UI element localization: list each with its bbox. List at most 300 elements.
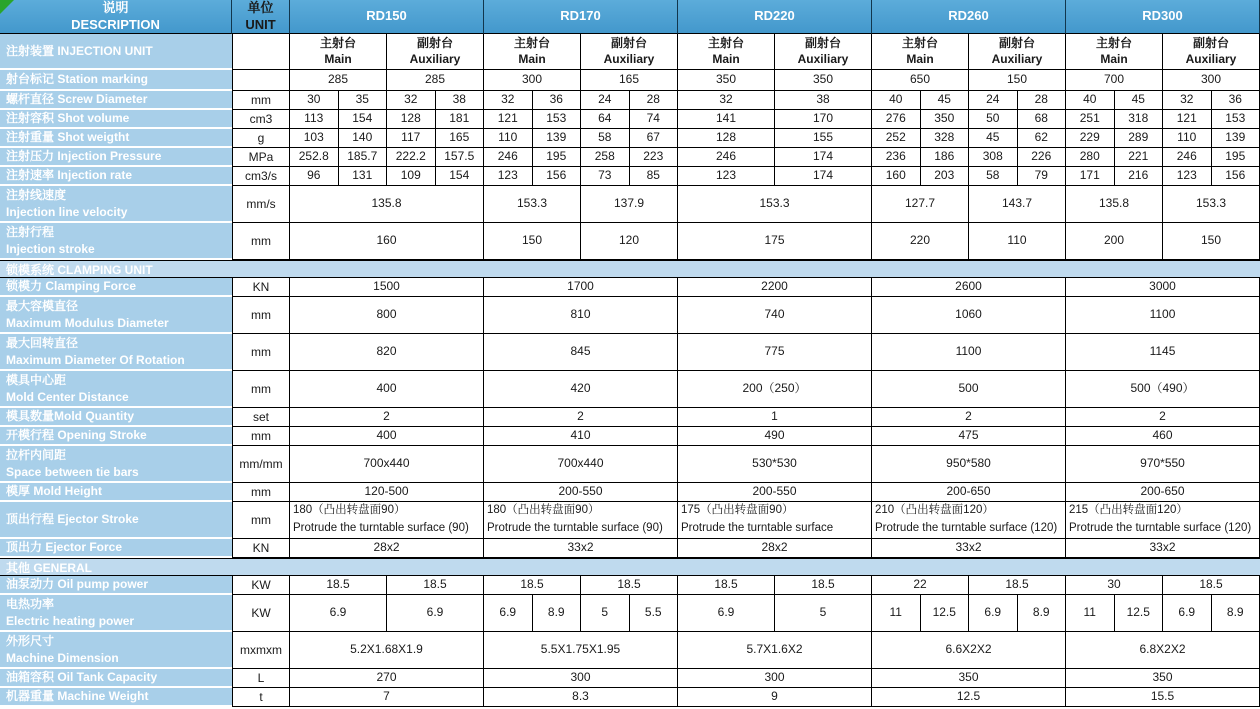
- cell-line: 200（250）: [742, 381, 807, 396]
- table-cell: [630, 167, 679, 186]
- table-cell: [1163, 70, 1260, 91]
- cell-line: 110: [498, 130, 518, 145]
- table-cell: [969, 576, 1066, 595]
- unit-column-header: [232, 0, 290, 34]
- cell-line: 246: [1176, 149, 1197, 164]
- cell-line: 副射台: [416, 35, 453, 50]
- cell-line: 285: [424, 72, 446, 87]
- cell-line: 2600: [955, 279, 982, 294]
- cell-line: Auxiliary: [991, 51, 1043, 66]
- cell-line: 67: [646, 130, 660, 145]
- row-label: [0, 186, 232, 223]
- unit-text: KW: [251, 606, 271, 620]
- cell-line: 800: [376, 307, 397, 322]
- cell-line: 700: [1103, 72, 1125, 87]
- table-cell: [1018, 110, 1067, 129]
- cell-line: 150: [1200, 233, 1222, 248]
- table-cell: [387, 110, 436, 129]
- cell-line: 最大回转直径: [6, 336, 79, 351]
- cell-line: 650: [909, 72, 931, 87]
- table-cell: [678, 91, 775, 110]
- cell-line: 276: [885, 111, 906, 126]
- cell-line: 模具数量Mold Quantity: [6, 409, 134, 424]
- table-cell: [339, 129, 388, 148]
- cell-line: 970*550: [1140, 456, 1185, 471]
- table-cell: [290, 167, 339, 186]
- table-cell: [678, 427, 872, 446]
- cell-line: 注射线速度: [6, 188, 67, 203]
- cell-line: 32: [404, 92, 418, 107]
- cell-line: 121: [1176, 111, 1197, 126]
- cell-line: 120-500: [364, 484, 409, 499]
- data-cells: [290, 167, 1260, 186]
- cell-line: 175: [764, 233, 785, 248]
- cell-line: 185.7: [347, 149, 378, 164]
- cell-line: Main: [712, 51, 740, 66]
- row-label: [0, 446, 232, 483]
- data-cells: [290, 427, 1260, 446]
- cell-line: 186: [934, 149, 955, 164]
- row-label: [0, 110, 232, 129]
- unit-text: mm: [251, 234, 271, 248]
- table-cell: [290, 70, 387, 91]
- table-row: [0, 334, 1260, 371]
- cell-line: 153.3: [516, 196, 548, 211]
- table-cell: [1066, 669, 1260, 688]
- table-row: [0, 539, 1260, 558]
- table-row: [0, 110, 1260, 129]
- table-cell: [1115, 129, 1164, 148]
- unit-text: g: [257, 131, 265, 145]
- table-cell: [872, 427, 1066, 446]
- table-cell: [581, 91, 630, 110]
- cell-line: 222.2: [395, 149, 426, 164]
- data-cells: [290, 91, 1260, 110]
- table-cell: [775, 129, 872, 148]
- cell-line: 33x2: [955, 540, 982, 555]
- cell-line: 58: [598, 130, 612, 145]
- table-cell: [436, 148, 485, 167]
- table-cell: [678, 371, 872, 408]
- column-header-rd300: RD300: [1066, 0, 1260, 34]
- table-cell: [775, 148, 872, 167]
- cell-line: 8.9: [1032, 605, 1050, 620]
- table-cell: [678, 595, 775, 632]
- cell-line: 530*530: [752, 456, 797, 471]
- cell-line: 700x440: [363, 456, 410, 471]
- unit-cell: [232, 334, 290, 371]
- cell-line: 236: [885, 149, 906, 164]
- cell-line: Auxiliary: [1185, 51, 1237, 66]
- table-cell: [581, 34, 678, 70]
- cell-line: 270: [376, 670, 397, 685]
- cell-line: 主射台: [1095, 35, 1132, 50]
- cell-line: 6.9: [426, 605, 444, 620]
- cell-line: 45: [986, 130, 1000, 145]
- data-cells: [290, 70, 1260, 91]
- table-cell: [872, 34, 969, 70]
- table-cell: [678, 129, 775, 148]
- cell-line: 18.5: [423, 577, 447, 592]
- cell-line: 38: [816, 92, 830, 107]
- cell-line: Protrude the turntable surface (90): [487, 522, 663, 534]
- table-cell: [872, 408, 1066, 427]
- cell-line: 3000: [1149, 279, 1176, 294]
- cell-line: 139: [1225, 130, 1246, 145]
- cell-line: 221: [1128, 149, 1149, 164]
- table-cell: [1066, 91, 1115, 110]
- cell-line: 246: [715, 149, 737, 164]
- cell-line: 110: [1177, 130, 1197, 145]
- table-cell: [678, 148, 775, 167]
- table-cell: [484, 110, 533, 129]
- table-cell: [630, 110, 679, 129]
- row-label: [0, 129, 232, 148]
- table-cell: [1115, 91, 1164, 110]
- table-cell: [1066, 483, 1260, 502]
- table-cell: [1212, 148, 1260, 167]
- table-cell: [1066, 408, 1260, 427]
- table-cell: [484, 129, 533, 148]
- data-cells: [290, 446, 1260, 483]
- cell-line: 5: [819, 605, 827, 620]
- table-cell: [1115, 167, 1164, 186]
- table-cell: [484, 148, 533, 167]
- cell-line: 258: [594, 149, 615, 164]
- table-row: [0, 595, 1260, 632]
- table-cell: [387, 129, 436, 148]
- cell-line: 注射行程: [6, 225, 55, 240]
- cell-line: 150: [1006, 72, 1028, 87]
- cell-line: 单位: [247, 0, 274, 16]
- cell-line: 150: [521, 233, 543, 248]
- table-cell: [533, 110, 582, 129]
- table-row: [0, 408, 1260, 427]
- table-cell: [484, 595, 533, 632]
- table-cell: [436, 110, 485, 129]
- cell-line: Electric heating power: [6, 613, 135, 628]
- table-cell: [872, 186, 969, 223]
- unit-cell: [232, 110, 290, 129]
- table-cell: [969, 595, 1018, 632]
- table-cell: [678, 223, 872, 260]
- table-cell: [290, 539, 484, 558]
- table-cell: [1115, 110, 1164, 129]
- cell-line: 350: [715, 72, 737, 87]
- cell-line: 2: [577, 409, 584, 424]
- section-header-row: [0, 558, 1260, 576]
- cell-line: 顶出行程 Ejector Stroke: [6, 512, 139, 527]
- cell-line: 油泵动力 Oil pump power: [6, 577, 149, 592]
- cell-line: 62: [1034, 130, 1048, 145]
- cell-line: 12.5: [1126, 605, 1150, 620]
- unit-cell: [232, 148, 290, 167]
- table-cell: [678, 669, 872, 688]
- cell-line: 137.9: [613, 196, 645, 211]
- cell-line: 300: [521, 72, 543, 87]
- table-cell: [484, 632, 678, 669]
- cell-line: 33x2: [1149, 540, 1176, 555]
- cell-line: 175（凸出转盘面90）: [681, 504, 794, 517]
- table-cell: [1066, 186, 1163, 223]
- cell-line: 216: [1128, 168, 1149, 183]
- cell-line: 2: [1159, 409, 1166, 424]
- cell-line: 215（凸出转盘面120）: [1069, 504, 1188, 517]
- cell-line: 40: [1083, 92, 1097, 107]
- cell-line: 121: [497, 111, 518, 126]
- table-cell: [581, 595, 630, 632]
- table-cell: [678, 334, 872, 371]
- table-cell: [290, 34, 387, 70]
- table-cell: [581, 223, 678, 260]
- table-cell: [290, 186, 484, 223]
- table-cell: [775, 34, 872, 70]
- unit-cell: [232, 427, 290, 446]
- table-cell: [678, 539, 872, 558]
- description-column-header: [0, 0, 232, 34]
- table-cell: [533, 595, 582, 632]
- row-label: [0, 297, 232, 334]
- table-cell: [290, 371, 484, 408]
- table-cell: [290, 129, 339, 148]
- data-cells: [290, 539, 1260, 558]
- cell-line: 289: [1128, 130, 1149, 145]
- cell-line: 30: [1107, 577, 1121, 592]
- cell-line: 36: [1228, 92, 1242, 107]
- table-cell: [1066, 446, 1260, 483]
- cell-line: 500（490）: [1130, 381, 1195, 396]
- table-cell: [872, 632, 1066, 669]
- table-cell: [581, 148, 630, 167]
- table-cell: [969, 186, 1066, 223]
- cell-line: 8.9: [1226, 605, 1244, 620]
- table-cell: [678, 408, 872, 427]
- cell-line: 8.9: [547, 605, 565, 620]
- cell-line: 6.6X2X2: [945, 642, 992, 657]
- cell-line: 220: [909, 233, 931, 248]
- table-row: [0, 91, 1260, 110]
- cell-line: 820: [376, 344, 397, 359]
- cell-line: 注射重量 Shot weigtht: [6, 130, 130, 145]
- cell-line: Main: [518, 51, 546, 66]
- table-cell: [872, 129, 921, 148]
- cell-line: Main: [1100, 51, 1128, 66]
- cell-line: 33x2: [567, 540, 594, 555]
- cell-line: 139: [546, 130, 567, 145]
- table-cell: [1018, 129, 1067, 148]
- cell-line: 285: [327, 72, 349, 87]
- table-cell: [775, 576, 872, 595]
- data-cells: [290, 129, 1260, 148]
- cell-line: 128: [715, 130, 737, 145]
- row-label: [0, 688, 232, 707]
- cell-line: 400: [376, 428, 397, 443]
- cell-line: 200: [1103, 233, 1125, 248]
- cell-line: 主射台: [901, 35, 938, 50]
- row-label: [0, 595, 232, 632]
- cell-line: 1060: [955, 307, 982, 322]
- cell-line: 18.5: [520, 577, 544, 592]
- cell-line: 注射速率 Injection rate: [6, 168, 133, 183]
- cell-line: 主射台: [319, 35, 356, 50]
- cell-line: 160: [376, 233, 397, 248]
- cell-line: 174: [812, 149, 834, 164]
- row-label: [0, 502, 232, 539]
- cell-line: 6.9: [717, 605, 735, 620]
- table-cell: [1115, 148, 1164, 167]
- row-label: [0, 167, 232, 186]
- cell-line: 203: [934, 168, 955, 183]
- cell-line: 171: [1079, 168, 1100, 183]
- cell-line: 15.5: [1150, 689, 1175, 704]
- data-cells: [290, 223, 1260, 260]
- cell-line: 252.8: [298, 149, 329, 164]
- cell-line: 200-550: [752, 484, 797, 499]
- unit-text: MPa: [248, 150, 274, 164]
- row-label: [0, 483, 232, 502]
- table-cell: [969, 91, 1018, 110]
- cell-line: 123: [715, 168, 737, 183]
- cell-line: 131: [352, 168, 373, 183]
- table-cell: [1115, 595, 1164, 632]
- cell-line: 165: [449, 130, 470, 145]
- cell-line: 85: [646, 168, 660, 183]
- unit-text: mm: [251, 485, 271, 499]
- data-cells: [290, 186, 1260, 223]
- table-cell: [872, 110, 921, 129]
- cell-line: 110: [1007, 233, 1027, 248]
- table-cell: [1066, 576, 1163, 595]
- cell-line: 96: [307, 168, 321, 183]
- table-row: [0, 502, 1260, 539]
- cell-line: 9: [771, 689, 778, 704]
- cell-line: 1100: [955, 344, 982, 359]
- unit-text: mm: [251, 308, 271, 322]
- table-cell: [872, 278, 1066, 297]
- table-cell: [290, 688, 484, 707]
- table-cell: [290, 669, 484, 688]
- cell-line: 18.5: [1199, 577, 1223, 592]
- row-label: [0, 148, 232, 167]
- table-cell: [436, 91, 485, 110]
- table-cell: [678, 502, 872, 539]
- table-cell: [1066, 148, 1115, 167]
- row-label: [0, 223, 232, 260]
- table-cell: [387, 576, 484, 595]
- cell-line: Protrude the turntable surface (90): [293, 522, 469, 534]
- cell-line: 123: [497, 168, 518, 183]
- unit-text: mm: [251, 93, 271, 107]
- unit-cell: [232, 576, 290, 595]
- table-cell: [872, 446, 1066, 483]
- table-cell: [872, 688, 1066, 707]
- cell-line: 120: [618, 233, 640, 248]
- cell-line: 280: [1079, 149, 1100, 164]
- table-cell: [1066, 167, 1115, 186]
- cell-line: 1: [771, 409, 778, 424]
- cell-line: 156: [1225, 168, 1246, 183]
- unit-cell: [232, 688, 290, 707]
- cell-line: 460: [1152, 428, 1173, 443]
- data-cells: [290, 278, 1260, 297]
- table-cell: [872, 223, 969, 260]
- table-cell: [484, 334, 678, 371]
- cell-line: 350: [934, 111, 955, 126]
- table-cell: [581, 167, 630, 186]
- data-cells: [290, 334, 1260, 371]
- cell-line: 165: [618, 72, 640, 87]
- table-cell: [387, 34, 484, 70]
- data-cells: [290, 297, 1260, 334]
- cell-line: 11: [889, 605, 902, 620]
- table-cell: [1163, 576, 1260, 595]
- data-cells: [290, 148, 1260, 167]
- unit-cell: [232, 70, 290, 91]
- cell-line: 1145: [1149, 344, 1176, 359]
- table-cell: [1163, 110, 1212, 129]
- cell-line: 200-650: [946, 484, 991, 499]
- cell-line: 18.5: [714, 577, 738, 592]
- cell-line: 200-650: [1140, 484, 1185, 499]
- unit-cell: [232, 502, 290, 539]
- unit-text: mm: [251, 513, 271, 527]
- cell-line: Space between tie bars: [6, 464, 139, 479]
- cell-line: 154: [449, 168, 470, 183]
- cell-line: Mold Center Distance: [6, 389, 129, 404]
- table-cell: [1163, 595, 1212, 632]
- cell-line: 32: [719, 92, 733, 107]
- cell-line: 18.5: [1005, 577, 1029, 592]
- cell-line: 135.8: [371, 196, 402, 211]
- data-cells: [290, 371, 1260, 408]
- table-cell: [581, 186, 678, 223]
- section-header-row: [0, 260, 1260, 278]
- unit-cell: [232, 223, 290, 260]
- cell-line: 155: [812, 130, 834, 145]
- cell-line: 1100: [1149, 307, 1176, 322]
- cell-line: 810: [570, 307, 591, 322]
- cell-line: 5.2X1.68X1.9: [350, 642, 423, 657]
- data-cells: [290, 483, 1260, 502]
- cell-line: 300: [1200, 72, 1222, 87]
- cell-line: 拉杆内间距: [6, 448, 67, 463]
- table-cell: [290, 408, 484, 427]
- cell-line: 79: [1034, 168, 1048, 183]
- cell-line: 246: [497, 149, 518, 164]
- unit-cell: [232, 186, 290, 223]
- cell-line: 5.5X1.75X1.95: [540, 642, 621, 657]
- cell-line: 117: [401, 130, 421, 145]
- table-cell: [290, 297, 484, 334]
- unit-text: mm: [251, 429, 271, 443]
- table-cell: [1066, 223, 1163, 260]
- cell-line: 308: [982, 149, 1003, 164]
- unit-cell: [232, 297, 290, 334]
- cell-line: 109: [400, 168, 421, 183]
- cell-line: 328: [934, 130, 955, 145]
- table-cell: [1066, 334, 1260, 371]
- table-row: [0, 446, 1260, 483]
- cell-line: 229: [1079, 130, 1100, 145]
- table-cell: [1066, 502, 1260, 539]
- table-row: [0, 576, 1260, 595]
- table-cell: [1163, 186, 1260, 223]
- table-row: [0, 70, 1260, 91]
- cell-line: 开模行程 Opening Stroke: [6, 428, 147, 443]
- cell-line: 210（凸出转盘面120）: [875, 504, 994, 517]
- table-cell: [1212, 91, 1260, 110]
- unit-cell: [232, 632, 290, 669]
